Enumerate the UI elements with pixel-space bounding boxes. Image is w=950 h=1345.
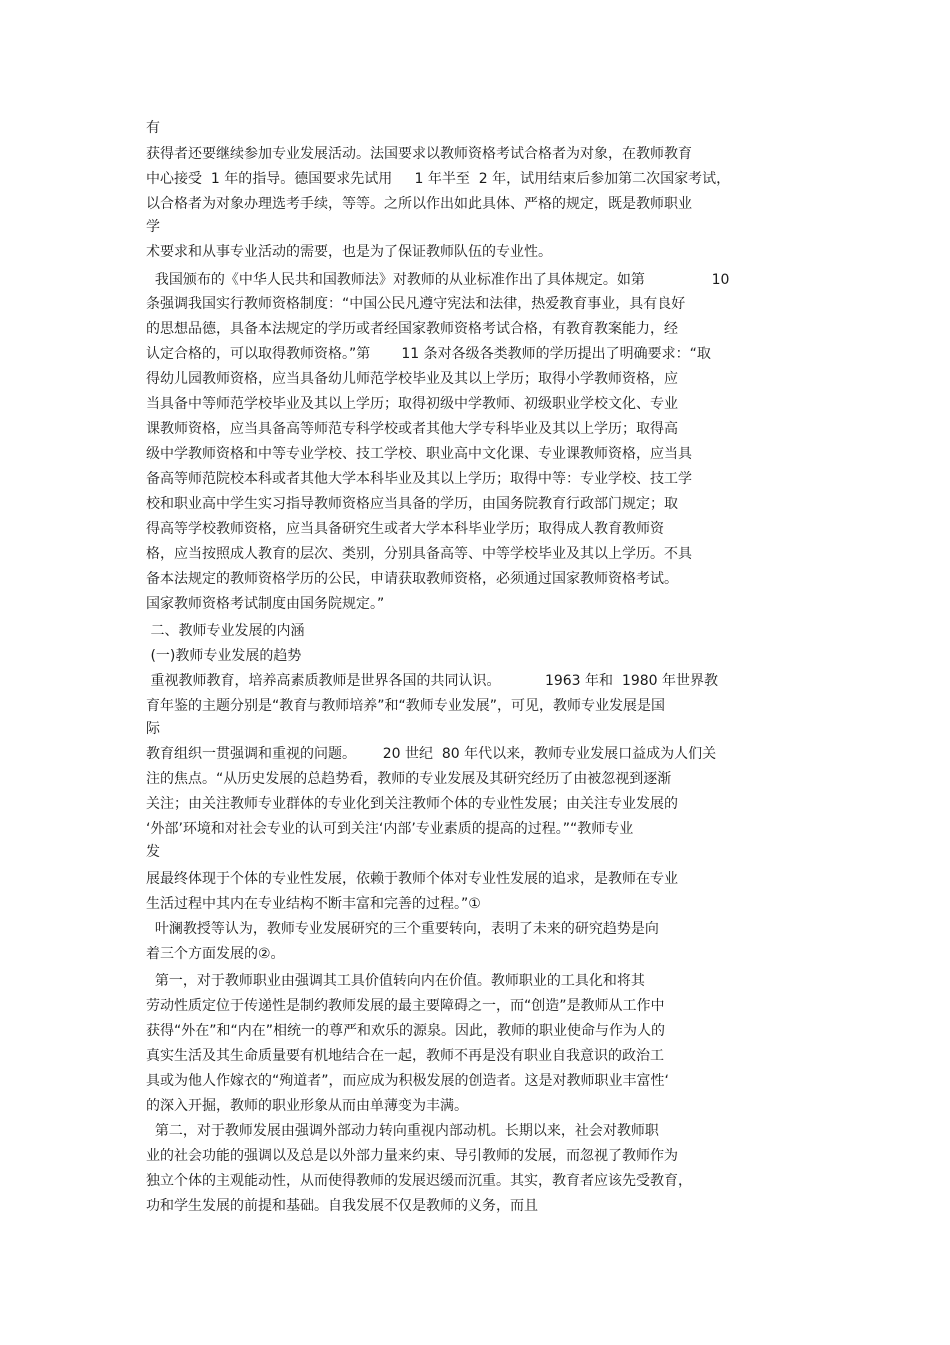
text-line: 真实生活及其生命质量要有机地结合在一起，教师不再是没有职业自我意识的政治工 bbox=[146, 1048, 664, 1064]
text-line: 认定合格的，可以取得教师资格。”第 11 条对各级各类教师的学历提出了明确要求：“取 bbox=[146, 346, 711, 362]
text-line: 教育组织一贯强调和重视的问题。 20 世纪 80 年代以来，教师专业发展口益成为人们关 bbox=[146, 746, 717, 762]
text-line: 重视教师教育，培养高素质教师是世界各国的共同认识。 1963 年和 1980 年世界教 bbox=[146, 673, 719, 689]
text-line: 国家教师资格考试制度由国务院规定。” bbox=[146, 596, 385, 612]
section-heading: 二、教师专业发展的内涵 bbox=[146, 623, 305, 639]
text-line: 劳动性质定位于传递性是制约教师发展的最主要障碍之一，而“创造”是教师从工作中 bbox=[146, 998, 665, 1014]
text-line: 展最终体现于个体的专业性发展，依赖于教师个体对专业性发展的追求，是教师在专业 bbox=[146, 871, 678, 887]
text-line: 得幼儿园教师资格，应当具备幼儿师范学校毕业及其以上学历；取得小学教师资格，应 bbox=[146, 371, 678, 387]
text-line: 课教师资格，应当具备高等师范专科学校或者其他大学专科毕业及其以上学历；取得高 bbox=[146, 421, 678, 437]
text-line: 当具备中等师范学校毕业及其以上学历；取得初级中学教师、初级职业学校文化、专业 bbox=[146, 396, 678, 412]
text-line: 叶澜教授等认为，教师专业发展研究的三个重要转向，表明了未来的研究趋势是向 bbox=[146, 921, 659, 937]
text-line: 发 bbox=[146, 844, 160, 860]
text-line: 际 bbox=[146, 721, 160, 737]
text-line: 具或为他人作嫁衣的“殉道者”，而应成为积极发展的创造者。这是对教师职业丰富性‘ bbox=[146, 1073, 669, 1089]
text-line: 获得“外在”和“内在”相统一的尊严和欢乐的源泉。因此，教师的职业使命与作为人的 bbox=[146, 1023, 666, 1039]
text-line: 条强调我国实行教师资格制度：“中国公民凡遵守宪法和法律，热爱教育事业，具有良好 bbox=[146, 296, 686, 312]
text-line: 术要求和从事专业活动的需要，也是为了保证教师队伍的专业性。 bbox=[146, 244, 552, 260]
text-line: 注的焦点。“从历史发展的总趋势看，教师的专业发展及其研究经历了由被忽视到逐渐 bbox=[146, 771, 672, 787]
text-line: 获得者还要继续参加专业发展活动。法国要求以教师资格考试合格者为对象，在教师教育 bbox=[146, 146, 692, 162]
text-line: ‘外部’环境和对社会专业的认可到关注‘内部’专业素质的提高的过程。”“教师专业 bbox=[146, 821, 634, 837]
text-line: 第一，对于教师职业由强调其工具价值转向内在价值。教师职业的工具化和将其 bbox=[146, 973, 645, 989]
text-line: 着三个方面发展的②。 bbox=[146, 946, 285, 962]
text-line: 中心接受 1 年的指导。德国要求先试用 1 年半至 2 年，试用结束后参加第二次国家考试， bbox=[146, 171, 731, 187]
text-line: 备高等师范院校本科或者其他大学本科毕业及其以上学历；取得中等：专业学校、技工学 bbox=[146, 471, 692, 487]
text-line: 校和职业高中学生实习指导教师资格应当具备的学历，由国务院教育行政部门规定；取 bbox=[146, 496, 678, 512]
text-line: 独立个体的主观能动性，从而使得教师的发展迟缓而沉重。其实，教育者应该先受教育， bbox=[146, 1173, 692, 1189]
text-line: 级中学教师资格和中等专业学校、技工学校、职业高中文化课、专业课教师资格，应当具 bbox=[146, 446, 692, 462]
text-line: 格，应当按照成人教育的层次、类别，分别具备高等、中等学校毕业及其以上学历。不具 bbox=[146, 546, 692, 562]
text-line: 生活过程中其内在专业结构不断丰富和完善的过程。”① bbox=[146, 896, 481, 912]
text-line: 第二，对于教师发展由强调外部动力转向重视内部动机。长期以来，社会对教师职 bbox=[146, 1123, 659, 1139]
text-line: 得高等学校教师资格，应当具备研究生或者大学本科毕业学历；取得成人教育教师资 bbox=[146, 521, 664, 537]
text-line: 的深入开掘，教师的职业形象从而由单薄变为丰满。 bbox=[146, 1098, 468, 1114]
text-line: 有 bbox=[146, 120, 160, 136]
text-line: 我国颁布的《中华人民共和国教师法》对教师的从业标准作出了具体规定。如第 10 bbox=[146, 272, 730, 288]
text-line: 功和学生发展的前提和基础。自我发展不仅是教师的义务，而且 bbox=[146, 1198, 538, 1214]
text-line: 以合格者为对象办理选考手续，等等。之所以作出如此具体、严格的规定，既是教师职业 bbox=[146, 196, 692, 212]
text-line: 业的社会功能的强调以及总是以外部力量来约束、导引教师的发展，而忽视了教师作为 bbox=[146, 1148, 678, 1164]
text-line: 备本法规定的教师资格学历的公民，申请获取教师资格，必须通过国家教师资格考试。 bbox=[146, 571, 678, 587]
text-line: 关注；由关注教师专业群体的专业化到关注教师个体的专业性发展；由关注专业发展的 bbox=[146, 796, 678, 812]
text-line: 学 bbox=[146, 219, 160, 235]
subsection-heading: (一)教师专业发展的趋势 bbox=[146, 648, 302, 664]
text-line: 育年鉴的主题分别是“教育与教师培养”和“教师专业发展”，可见，教师专业发展是国 bbox=[146, 698, 666, 714]
text-line: 的思想品德，具备本法规定的学历或者经国家教师资格考试合格，有教育教案能力，经 bbox=[146, 321, 678, 337]
